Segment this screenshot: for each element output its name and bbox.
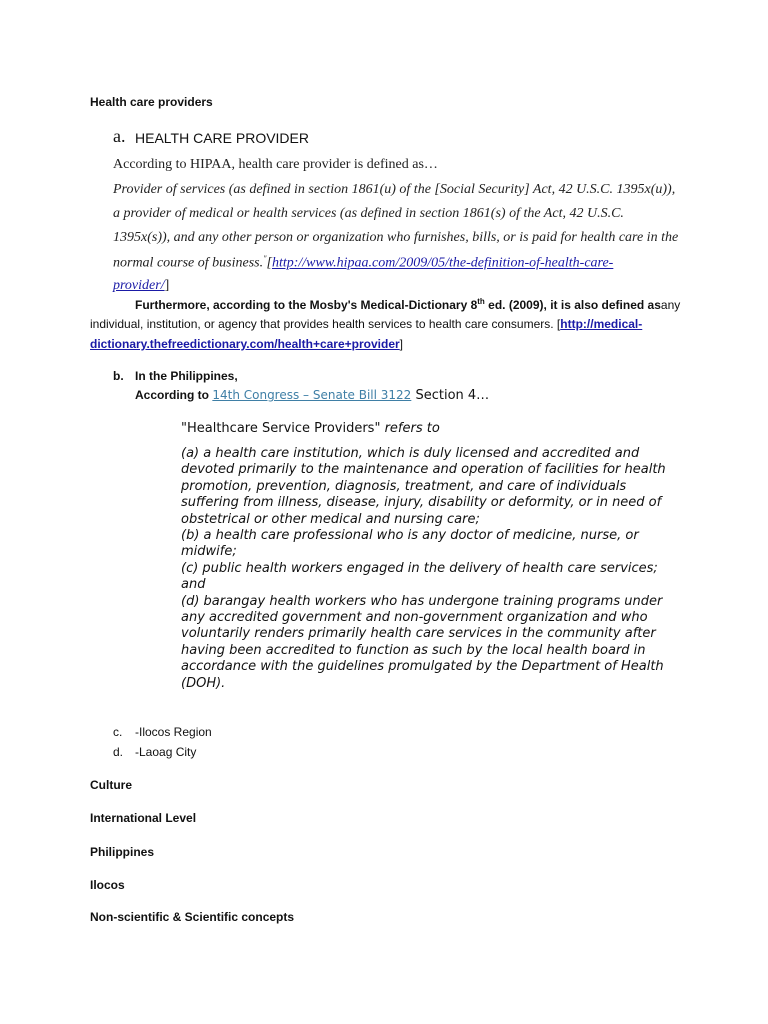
- ref-mark: ": [263, 254, 267, 263]
- mosby-line-2-text: individual, institution, or agency that provides health services to health care consumers. [: [90, 317, 561, 331]
- hipaa-link-part2[interactable]: provider/: [113, 278, 165, 293]
- according-label: According to: [135, 388, 213, 402]
- section-b-marker: b.: [113, 369, 124, 383]
- mosby-sup: th: [477, 297, 485, 306]
- quote-title: "Healthcare Service Providers": [181, 421, 381, 436]
- quote-line-4: [113, 254, 613, 272]
- definition-list: [181, 446, 666, 692]
- definition-line: (DOH).: [181, 675, 226, 691]
- quote-line-4-text: normal course of business.: [113, 255, 264, 271]
- mosby-rest: any: [660, 298, 681, 312]
- ref-open: [: [266, 255, 272, 271]
- mosby-line-3: [90, 337, 403, 351]
- definition-line: and: [181, 577, 206, 593]
- section-4-label: Section 4…: [411, 388, 490, 403]
- definition-line: (b) a health care professional who is any doctor of medicine, nurse, or: [181, 528, 639, 544]
- mosby-bold-1: Furthermore, according to the Mosby's Medical-Dictionary 8: [135, 298, 478, 312]
- definition-line: obstetrical or other medical and nursing care;: [181, 511, 480, 527]
- definition-line: (d) barangay health workers who has undergone training programs under: [181, 593, 663, 609]
- definition-line: (a) a health care institution, which is duly licensed and accredited and: [181, 446, 640, 461]
- definition-line: (c) public health workers engaged in the delivery of health care services;: [181, 560, 658, 576]
- definition-line: promotion, prevention, diagnosis, treatment, and care of individuals: [181, 478, 627, 494]
- section-a-marker: a.: [113, 126, 126, 146]
- quote-heading: [181, 421, 440, 436]
- definition-line: accordance with the guidelines promulgated by the Department of Health: [181, 659, 664, 675]
- definition-line: suffering from illness, disease, injury, disability or deformity, or in need of: [181, 495, 662, 511]
- refers-to: refers to: [380, 421, 440, 436]
- section-d-text: -Laoag City: [135, 745, 197, 759]
- section-d-marker: d.: [113, 745, 124, 759]
- page-title: Health care providers: [90, 95, 213, 109]
- definition-line: devoted primarily to the maintenance and operation of facilities for health: [181, 462, 666, 478]
- mosby-link-part2[interactable]: dictionary.thefreedictionary.com/health+care+provider: [90, 337, 400, 351]
- section-c-text: -Ilocos Region: [135, 725, 212, 739]
- heading-concepts: Non-scientific & Scientific concepts: [90, 910, 295, 924]
- section-a-intro: According to HIPAA, health care provider is defined as…: [113, 157, 438, 172]
- quote-line-1: Provider of services (as defined in section 1861(u) of the [Social Security] Act, 42 U.S.C. 1395x(u)),: [113, 182, 676, 197]
- heading-culture: Culture: [90, 778, 132, 792]
- definition-line: any accredited government and non-government organization and who: [181, 610, 648, 626]
- heading-ilocos: Ilocos: [90, 878, 125, 892]
- section-b-heading: In the Philippines,: [135, 369, 238, 383]
- hipaa-link-part1[interactable]: http://www.hipaa.com/2009/05/the-definition-of-health-care-: [271, 255, 614, 271]
- mosby-close: ]: [399, 337, 403, 351]
- mosby-line-2: [90, 317, 642, 331]
- quote-line-3: 1395x(s)), and any other person or organization who furnishes, bills, or is paid for health care in the: [113, 230, 679, 245]
- definition-line: midwife;: [181, 544, 237, 560]
- mosby-link-part1[interactable]: http://medical-: [560, 317, 643, 331]
- according-line: [135, 388, 489, 403]
- hipaa-link-line2: [113, 278, 169, 294]
- section-c-marker: c.: [113, 725, 123, 739]
- mosby-line-1: [135, 297, 680, 312]
- quote-line-2: a provider of medical or health services (as defined in section 1861(s) of the Act, 42 U.S.C.: [113, 206, 624, 221]
- definition-line: having been accredited to function as such by the local health board in: [181, 642, 646, 658]
- ref-close: ]: [164, 278, 170, 293]
- heading-international-level: International Level: [90, 811, 197, 825]
- section-a-heading: HEALTH CARE PROVIDER: [135, 130, 309, 146]
- definition-line: voluntarily renders primarily health care services in the community after: [181, 626, 656, 642]
- heading-philippines: Philippines: [90, 845, 155, 859]
- senate-bill-link[interactable]: 14th Congress – Senate Bill 3122: [212, 388, 412, 402]
- mosby-bold-2: ed. (2009), it is also defined as: [484, 298, 661, 312]
